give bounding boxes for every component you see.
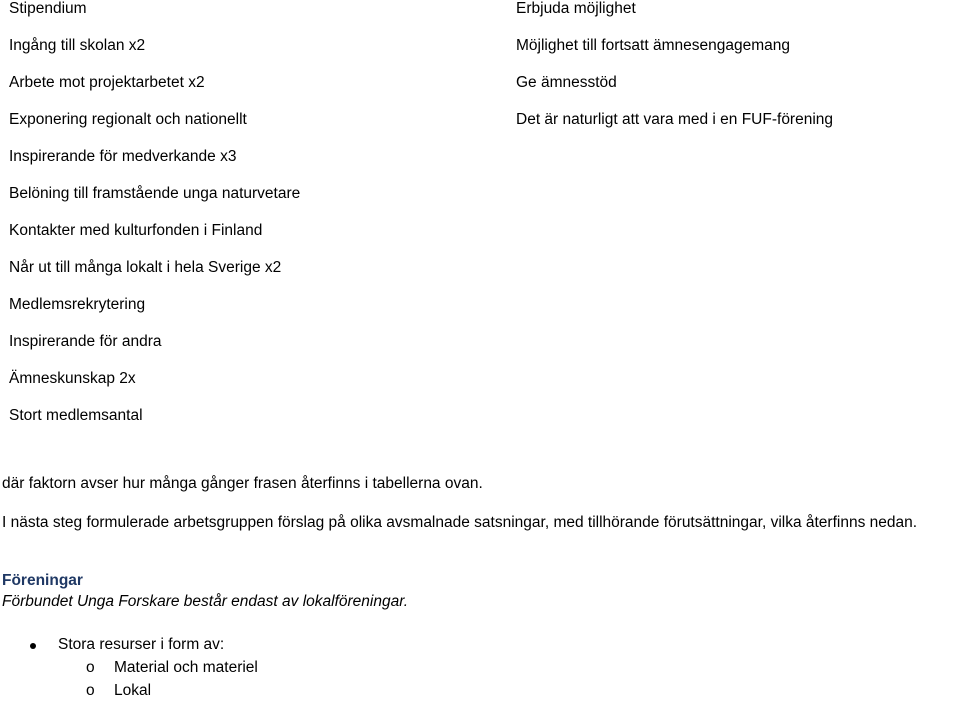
next-step-paragraph: I nästa steg formulerade arbetsgruppen förslag på olika avsmalnade satsningar, med tillhörande förutsättningar, vilka återfinns nedan. — [2, 514, 918, 531]
table-cell: Inspirerande för andra — [9, 333, 162, 350]
bullet-icon — [30, 643, 36, 649]
table-cell: Exponering regionalt och nationellt — [9, 111, 247, 128]
table-cell: Ge ämnesstöd — [516, 74, 617, 91]
table-cell: Belöning till framstående unga naturvetare — [9, 185, 301, 202]
sub-list-item-label: Lokal — [114, 682, 152, 699]
table-cell: Möjlighet till fortsatt ämnesengagemang — [516, 37, 790, 54]
table-cell: Ingång till skolan x2 — [9, 37, 146, 54]
table-cell: Når ut till många lokalt i hela Sverige x2 — [9, 259, 282, 276]
table-cell: Stipendium — [9, 0, 87, 17]
sub-list-item-label: Material och materiel — [114, 659, 258, 676]
table-cell: Ämneskunskap 2x — [9, 370, 136, 387]
circle-bullet-icon: o — [86, 659, 95, 676]
table-cell: Inspirerande för medverkande x3 — [9, 148, 237, 165]
table-cell: Kontakter med kulturfonden i Finland — [9, 222, 263, 239]
table-cell: Erbjuda möjlighet — [516, 0, 636, 17]
list-item-label: Stora resurser i form av: — [58, 636, 225, 653]
table-cell: Stort medlemsantal — [9, 407, 143, 424]
section-heading: Föreningar — [2, 572, 83, 589]
table-cell: Arbete mot projektarbetet x2 — [9, 74, 205, 91]
table-cell: Medlemsrekrytering — [9, 296, 146, 313]
table-cell: Det är naturligt att vara med i en FUF-förening — [516, 111, 834, 128]
factor-note: där faktorn avser hur många gånger frasen återfinns i tabellerna ovan. — [2, 475, 483, 492]
section-description: Förbundet Unga Forskare består endast av lokalföreningar. — [2, 593, 409, 610]
circle-bullet-icon: o — [86, 682, 95, 699]
